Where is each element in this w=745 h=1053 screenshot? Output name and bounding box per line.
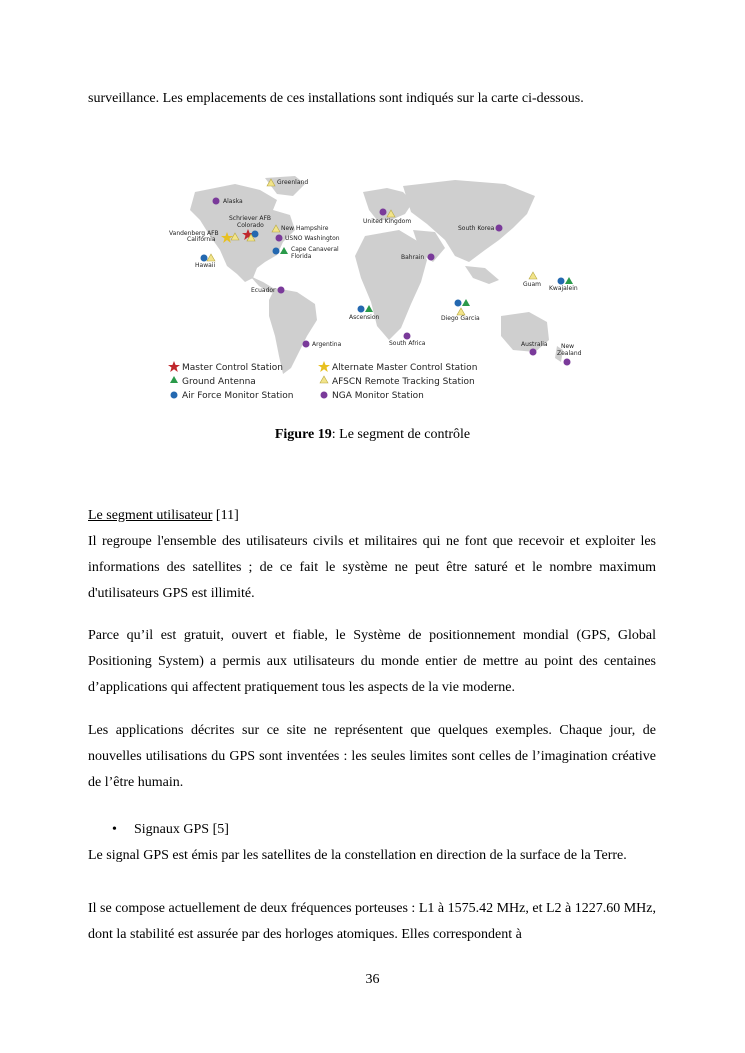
legend-afscn-label: AFSCN Remote Tracking Station xyxy=(332,377,475,387)
legend-nga-icon xyxy=(321,392,328,399)
label-florida: Florida xyxy=(291,253,312,260)
label-ascension: Ascension xyxy=(349,314,380,321)
nga-marker-alaska xyxy=(213,198,220,205)
legend-alternate-label: Alternate Master Control Station xyxy=(332,363,478,373)
paragraph-5: Il se compose actuellement de deux fréquences porteuses : L1 à 1575.42 MHz, et L2 à 1227.60 MHz, dont la stabilité est assurée par des horloges atomiques. Elles correspondent à xyxy=(88,901,656,942)
nga-marker-south-korea xyxy=(496,225,503,232)
world-map-figure xyxy=(165,170,585,410)
label-vandenberg: Vandenberg AFB xyxy=(169,230,219,237)
south-america-shape xyxy=(269,288,317,374)
label-cape-canaveral: Cape Canaveral xyxy=(291,246,339,253)
ground-marker-diego-garcia xyxy=(462,299,470,306)
legend-airforce-icon xyxy=(171,392,178,399)
label-new: New xyxy=(561,343,575,350)
label-zealand: Zealand xyxy=(557,350,582,357)
control-segment-map xyxy=(165,170,585,410)
nga-marker-australia xyxy=(530,349,537,356)
airforce-marker-cape xyxy=(273,248,280,255)
section-heading-title: Le segment utilisateur xyxy=(88,508,213,523)
afscn-marker-guam xyxy=(529,272,537,279)
nga-marker-new-zealand xyxy=(564,359,571,366)
label-guam: Guam xyxy=(523,281,541,288)
page-number: 36 xyxy=(365,972,380,987)
label-alaska: Alaska xyxy=(223,198,243,205)
label-australia: Australia xyxy=(521,341,548,348)
label-new-hampshire: New Hampshire xyxy=(281,225,329,232)
label-south-korea: South Korea xyxy=(458,225,495,232)
label-schriever: Schriever AFB xyxy=(229,215,272,222)
paragraph-1: Il regroupe l'ensemble des utilisateurs civils et militaires qui ne font que recevoir et exploiter les informations des satellites ; de ce fait le système ne peut être saturé et le nombre maximum d'utilisateurs GPS est illimité. xyxy=(88,534,656,601)
legend-ground-label: Ground Antenna xyxy=(182,377,256,387)
nga-marker-usno xyxy=(276,235,283,242)
airforce-marker-kwajalein xyxy=(558,278,565,285)
southeast-asia-shape xyxy=(465,266,499,284)
afscn-marker-hawaii xyxy=(207,254,215,261)
label-argentina: Argentina xyxy=(312,341,342,348)
airforce-marker-hawaii xyxy=(201,255,208,262)
paragraph-2: Parce qu’il est gratuit, ouvert et fiable, le Système de positionnement mondial (GPS, Global Positioning System) a permis aux utilisateurs du monde entier de mettre au point des centaines d’applications qui affectent pratiquement tous les aspects de la vie moderne. xyxy=(88,628,656,695)
ground-marker-kwajalein xyxy=(565,277,573,284)
legend-master-icon xyxy=(168,361,180,372)
ground-marker-cape xyxy=(280,247,288,254)
intro-line: surveillance. Les emplacements de ces installations sont indiqués sur la carte ci-dessous. xyxy=(88,91,584,106)
label-south-africa: South Africa xyxy=(389,340,426,347)
paragraph-4: Le signal GPS est émis par les satellites de la constellation en direction de la surface de la Terre. xyxy=(88,848,627,863)
bullet-item xyxy=(112,817,229,843)
caption-text: : Le segment de contrôle xyxy=(331,427,471,442)
label-hawaii: Hawaii xyxy=(195,262,216,269)
legend-afscn-icon xyxy=(320,376,328,383)
nga-marker-united-kingdom xyxy=(380,209,387,216)
legend-master-label: Master Control Station xyxy=(182,363,283,373)
label-united-kingdom: United Kingdom xyxy=(363,218,412,225)
afscn-marker-diego-garcia xyxy=(457,308,465,315)
section-heading-ref: [11] xyxy=(212,508,239,523)
figure-caption xyxy=(0,427,745,443)
map-legend xyxy=(168,361,477,401)
bullet-text: Signaux GPS [5] xyxy=(134,822,229,837)
legend-ground-icon xyxy=(170,376,178,383)
continents xyxy=(190,176,563,374)
label-diego-garcia: Diego Garcia xyxy=(441,315,480,322)
paragraph-3: Les applications décrites sur ce site ne représentent que quelques exemples. Chaque jour, de nouvelles utilisations du GPS sont inventées : les seules limites sont celles de l’imagination créative de l’être humain. xyxy=(88,723,656,790)
label-kwajalein: Kwajalein xyxy=(549,285,578,292)
legend-alternate-icon xyxy=(318,361,330,372)
legend-airforce-label: Air Force Monitor Station xyxy=(182,391,294,401)
nga-marker-ecuador xyxy=(278,287,285,294)
africa-shape xyxy=(355,230,427,340)
nga-marker-argentina xyxy=(303,341,310,348)
nga-marker-bahrain xyxy=(428,254,435,261)
label-colorado: Colorado xyxy=(237,222,264,229)
section-heading xyxy=(88,503,656,529)
label-california: California xyxy=(187,236,216,243)
nga-marker-south-africa xyxy=(404,333,411,340)
ground-marker-ascension xyxy=(365,305,373,312)
label-bahrain: Bahrain xyxy=(401,254,425,261)
airforce-marker-ascension xyxy=(358,306,365,313)
label-greenland: Greenland xyxy=(277,179,309,186)
label-usno: USNO Washington xyxy=(285,235,340,242)
legend-nga-label: NGA Monitor Station xyxy=(332,391,424,401)
bullet-dot-icon: • xyxy=(112,822,117,837)
caption-label: Figure 19 xyxy=(274,427,332,442)
airforce-marker-diego-garcia xyxy=(455,300,462,307)
label-ecuador: Ecuador xyxy=(251,287,276,294)
